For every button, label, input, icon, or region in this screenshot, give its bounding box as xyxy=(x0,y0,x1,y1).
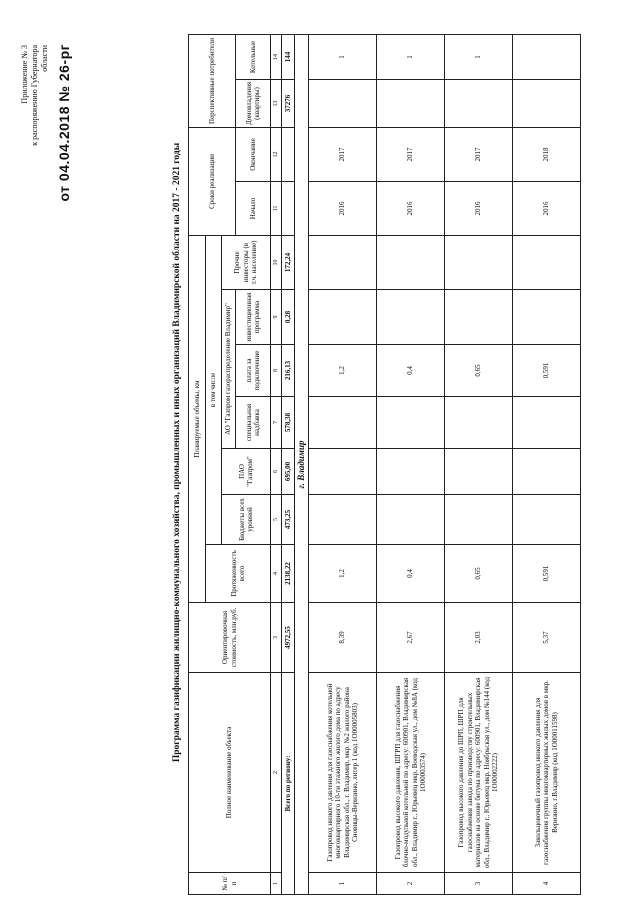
row-budgets xyxy=(377,495,445,545)
row-households xyxy=(377,80,445,128)
col-number: 6 xyxy=(271,449,282,495)
total-start xyxy=(282,182,295,236)
row-cost: 8,39 xyxy=(309,603,377,673)
row-length: 1,2 xyxy=(309,545,377,603)
row-other xyxy=(445,236,513,290)
row-cost: 2,67 xyxy=(377,603,445,673)
header-planned: Планируемые объемы, км xyxy=(189,236,206,603)
row-special xyxy=(309,397,377,449)
row-end: 2018 xyxy=(513,128,581,182)
row-num: 4 xyxy=(513,873,581,895)
header-budgets: Бюджеты всех уровней xyxy=(222,495,271,545)
col-number: 8 xyxy=(271,345,282,397)
row-length: 0,65 xyxy=(445,545,513,603)
row-special xyxy=(445,397,513,449)
header-terms: Сроки реализации xyxy=(189,128,236,236)
column-number-row xyxy=(271,35,282,895)
header-cost: Ориентировочная стоимость, млн.руб. xyxy=(189,603,271,673)
row-gazprom xyxy=(377,449,445,495)
row-invest xyxy=(309,290,377,345)
row-gazprom xyxy=(309,449,377,495)
row-start: 2016 xyxy=(513,182,581,236)
total-end xyxy=(282,128,295,182)
header-special: специальная надбавка xyxy=(236,397,271,449)
row-end: 2017 xyxy=(377,128,445,182)
row-households xyxy=(445,80,513,128)
row-boilers: 1 xyxy=(445,35,513,80)
row-other xyxy=(513,236,581,290)
row-fee: 0,65 xyxy=(445,345,513,397)
row-fee: 1,2 xyxy=(309,345,377,397)
row-budgets xyxy=(309,495,377,545)
header-boilers: Котельные xyxy=(236,35,271,80)
header-name: Полное наименование объекта xyxy=(189,673,271,873)
row-end: 2017 xyxy=(309,128,377,182)
table-row xyxy=(377,35,445,895)
row-name: Газопровод низкого давления для газоснабжения котельной многоквартирного 10-ти этажного жилого дома по адресу Владимирская обл., г. Владимир, мкр. №2 жилого района Сновицы-Веризино, литер 1 (код 1О00005803) xyxy=(309,673,377,873)
header-invest: инвестиционная программа xyxy=(236,290,271,345)
header-start: Начало xyxy=(236,182,271,236)
gasification-table xyxy=(188,34,581,895)
row-cost: 5,37 xyxy=(513,603,581,673)
total-cost: 4972,55 xyxy=(282,603,295,673)
row-other xyxy=(377,236,445,290)
total-households: 37276 xyxy=(282,80,295,128)
total-length: 2138,22 xyxy=(282,545,295,603)
row-name: Закольцовочный газопровод низкого давления для газоснабжения группы многоквартирных жилых домов в мкр. Веризино, г.Владимир (код 1О00011598) xyxy=(513,673,581,873)
col-number: 12 xyxy=(271,128,282,182)
col-number: 5 xyxy=(271,495,282,545)
row-length: 0,591 xyxy=(513,545,581,603)
header-length-total: Протяженность всего xyxy=(206,545,271,603)
header-other: Прочие инвесторы (в т.ч. население) xyxy=(222,236,271,290)
header-households: Домовладения (квартиры) xyxy=(236,80,271,128)
row-num: 3 xyxy=(445,873,513,895)
row-other xyxy=(309,236,377,290)
row-cost: 2,03 xyxy=(445,603,513,673)
total-invest: 0,28 xyxy=(282,290,295,345)
table-row xyxy=(309,35,377,895)
header-end: Окончание xyxy=(236,128,271,182)
document-date: от 04.04.2018 № 26-рг xyxy=(56,44,72,202)
col-number: 13 xyxy=(271,80,282,128)
appendix-line-3: области xyxy=(40,45,49,72)
col-number: 1 xyxy=(271,873,282,895)
total-boilers: 144 xyxy=(282,35,295,80)
col-number: 7 xyxy=(271,397,282,449)
header-incl: в том числе xyxy=(206,236,222,545)
header-consumers: Перспективные потребители xyxy=(189,35,236,128)
col-number: 2 xyxy=(271,673,282,873)
appendix-line-2: к распоряжению Губернатора xyxy=(30,45,39,146)
row-end: 2017 xyxy=(445,128,513,182)
col-number: 9 xyxy=(271,290,282,345)
col-number: 14 xyxy=(271,35,282,80)
row-start: 2016 xyxy=(377,182,445,236)
row-budgets xyxy=(445,495,513,545)
total-row xyxy=(282,35,295,895)
row-boilers: 1 xyxy=(377,35,445,80)
city-label: г. Владимир xyxy=(295,35,309,895)
row-gazprom xyxy=(513,449,581,495)
row-boilers xyxy=(513,35,581,80)
table-row xyxy=(513,35,581,895)
col-number: 3 xyxy=(271,603,282,673)
appendix-note xyxy=(20,45,50,215)
row-invest xyxy=(377,290,445,345)
row-special xyxy=(513,397,581,449)
row-invest xyxy=(445,290,513,345)
row-start: 2016 xyxy=(309,182,377,236)
total-budgets: 473,25 xyxy=(282,495,295,545)
row-length: 0,4 xyxy=(377,545,445,603)
appendix-line-1: Приложение № 3 xyxy=(20,45,29,104)
header-num: № п/п xyxy=(189,873,271,895)
header-row xyxy=(189,35,206,895)
row-invest xyxy=(513,290,581,345)
total-other: 172,24 xyxy=(282,236,295,290)
program-title: Программа газификации жилищно-коммунального хозяйства, промышленных и иных организаций Владимирской области на 2017 - 2021 годы xyxy=(172,142,182,763)
row-num: 2 xyxy=(377,873,445,895)
row-gazprom xyxy=(445,449,513,495)
row-fee: 0,4 xyxy=(377,345,445,397)
row-households xyxy=(513,80,581,128)
total-gazprom: 695,00 xyxy=(282,449,295,495)
col-number: 4 xyxy=(271,545,282,603)
row-num: 1 xyxy=(309,873,377,895)
city-row xyxy=(295,35,309,895)
total-special: 578,38 xyxy=(282,397,295,449)
total-fee: 216,13 xyxy=(282,345,295,397)
row-special xyxy=(377,397,445,449)
col-number: 11 xyxy=(271,182,282,236)
header-gazprom: ПАО "Газпром" xyxy=(222,449,271,495)
col-number: 10 xyxy=(271,236,282,290)
total-label: Всего по региону: xyxy=(282,673,295,895)
row-fee: 0,591 xyxy=(513,345,581,397)
table-row xyxy=(445,35,513,895)
row-households xyxy=(309,80,377,128)
row-name: Газопровод высокого давления, ШГРП для газоснабжения блочно-модульной котельной по адресу: 600901, Владимирская обл., Владимир г., Юрьевец мкр, Воеводская ул., дом №8А (код 1О00003574) xyxy=(377,673,445,873)
row-boilers: 1 xyxy=(309,35,377,80)
row-name: Газопровод высокого давления до ШРП, ШРП для газоснабжения завода по производству строительных материалов на основе битума по адресу: 600901, Владимирская обл., Владимир г., Юрьевец мкр, Ноябрьская ул., дом №144 (код 1О00002222) xyxy=(445,673,513,873)
header-ao: АО "Газпром газораспределение Владимир" xyxy=(222,290,236,449)
header-fee: плата за подключение xyxy=(236,345,271,397)
row-budgets xyxy=(513,495,581,545)
row-start: 2016 xyxy=(445,182,513,236)
